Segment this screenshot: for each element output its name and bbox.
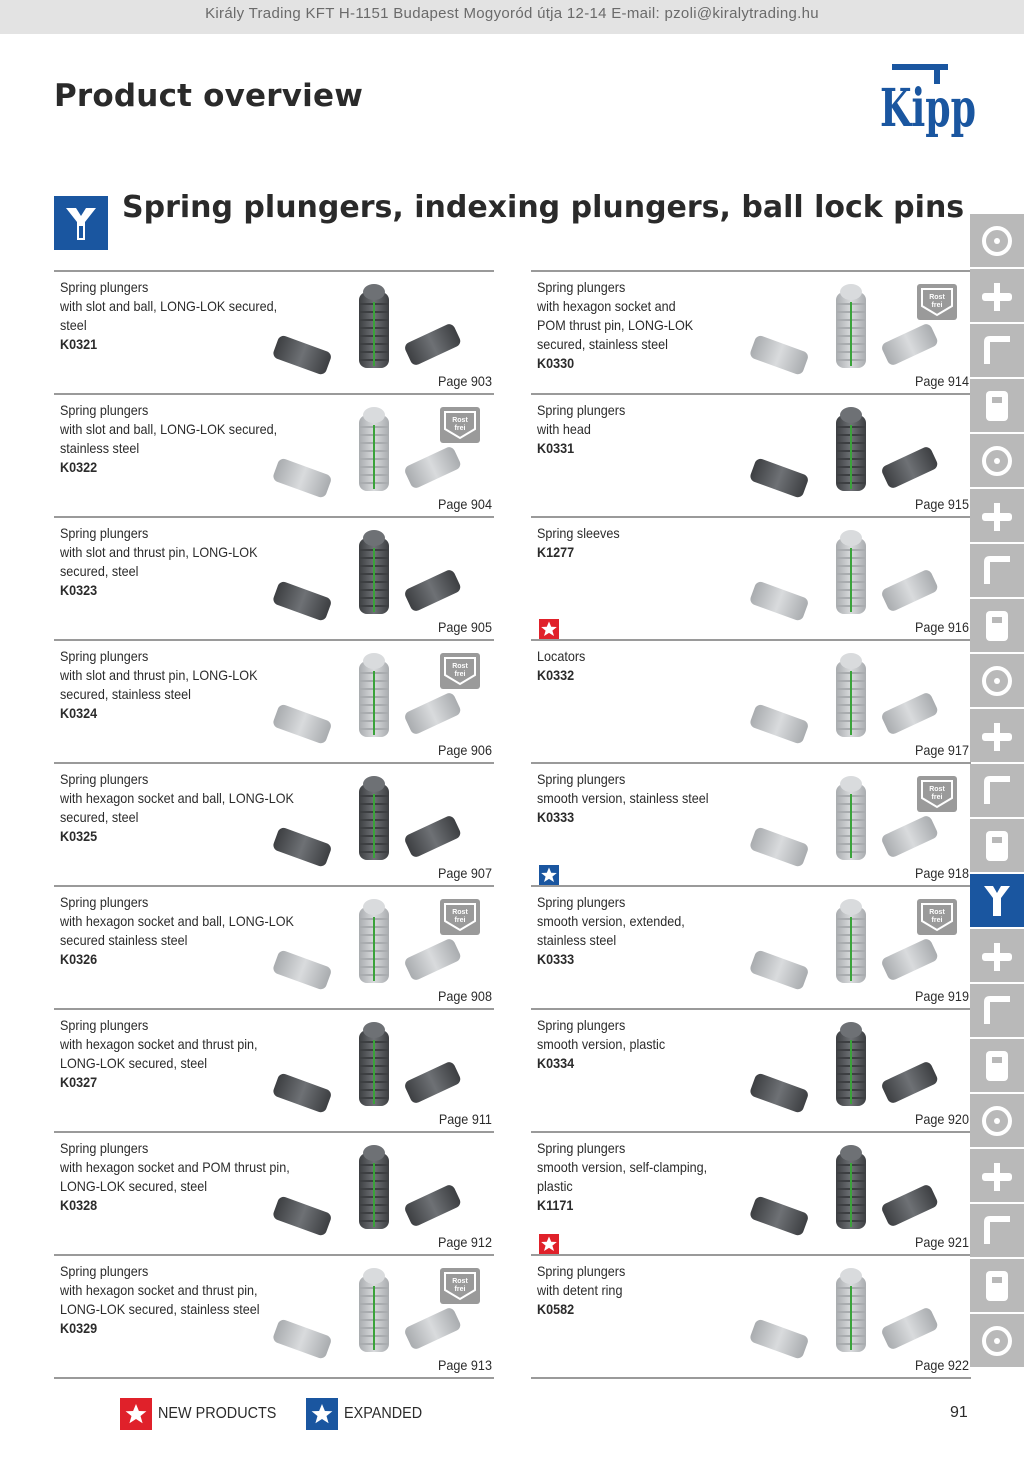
levelling-foot-icon (976, 550, 1018, 592)
product-image (254, 1018, 474, 1118)
page-title: Product overview (54, 78, 364, 114)
page-reference-link[interactable]: Page 916 (915, 619, 969, 635)
rostfrei-stainless-icon (440, 1268, 480, 1304)
product-description (60, 893, 294, 969)
product-card-k0330[interactable] (531, 270, 971, 393)
product-card-k0325[interactable] (54, 762, 494, 885)
sidebar-tab-indexing-icon[interactable] (970, 929, 1024, 982)
description-line: Spring plungers (60, 1140, 149, 1156)
eye-bolt-icon (976, 990, 1018, 1032)
new-products-label: NEW PRODUCTS (158, 1405, 277, 1422)
description-line: smooth version, stainless steel (537, 790, 709, 806)
description-line: secured, stainless steel (537, 336, 668, 352)
rostfrei-stainless-icon (917, 899, 957, 935)
product-image (254, 526, 474, 626)
sidebar-tab-toggle-clamp-icon[interactable] (970, 764, 1024, 817)
product-description (537, 647, 762, 685)
product-description (60, 401, 285, 477)
svg-text:frei: frei (454, 425, 466, 432)
sidebar-tab-conveyor-icon[interactable] (970, 1314, 1024, 1367)
star-grip-icon (976, 605, 1018, 647)
description-line: Spring plungers (537, 771, 626, 787)
page-reference-link[interactable]: Page 921 (915, 1234, 969, 1250)
product-image (731, 1018, 951, 1118)
product-description (537, 1262, 762, 1319)
product-card-k0333[interactable] (531, 762, 971, 885)
page-reference-link[interactable]: Page 903 (438, 373, 492, 389)
page-reference-link[interactable]: Page 915 (915, 496, 969, 512)
sidebar-tab-cam-icon[interactable] (970, 1039, 1024, 1092)
product-code: K0322 (60, 459, 98, 475)
page-reference-link[interactable]: Page 904 (438, 496, 492, 512)
description-line: with hexagon socket and thrust pin, (60, 1036, 258, 1052)
product-code: K0321 (60, 336, 98, 352)
svg-text:frei: frei (454, 671, 466, 678)
page-reference-link[interactable]: Page 913 (438, 1357, 492, 1373)
cam-icon (976, 1045, 1018, 1087)
svg-text:frei: frei (931, 917, 943, 924)
product-image (254, 280, 474, 380)
description-line: Spring plungers (60, 648, 149, 664)
product-code: K0328 (60, 1197, 98, 1213)
product-card-k0333[interactable] (531, 885, 971, 1008)
page-reference-link[interactable]: Page 908 (438, 988, 492, 1004)
product-description (537, 770, 762, 827)
sidebar-tab-handwheel-icon[interactable] (970, 269, 1024, 322)
new-product-star-icon (539, 619, 559, 639)
description-line: Spring plungers (60, 1017, 149, 1033)
product-description (60, 1262, 285, 1338)
product-card-k0334[interactable] (531, 1008, 971, 1131)
expanded-star-icon (539, 865, 559, 885)
handwheel-icon (976, 275, 1018, 317)
product-description (60, 524, 285, 600)
product-code: K1277 (537, 544, 575, 560)
product-column-right (531, 270, 971, 1379)
description-line: Spring plungers (537, 894, 626, 910)
description-line: with hexagon socket and POM thrust pin, (60, 1159, 290, 1175)
sidebar-tab-knob-icon[interactable] (970, 489, 1024, 542)
kipp-logo-text: Kipp (880, 78, 976, 139)
connector-icon (976, 660, 1018, 702)
product-card-k1171[interactable] (531, 1131, 971, 1254)
pin-icon (976, 1210, 1018, 1252)
product-description (60, 647, 285, 723)
svg-text:frei: frei (931, 302, 943, 309)
product-code: K0329 (60, 1320, 98, 1336)
description-line: smooth version, plastic (537, 1036, 666, 1052)
description-line: smooth version, self-clamping, (537, 1159, 708, 1175)
page-number: 91 (950, 1404, 968, 1421)
toggle-clamp-icon (976, 770, 1018, 812)
product-description (537, 278, 762, 373)
svg-text:Rost: Rost (929, 909, 945, 916)
product-image (731, 649, 951, 749)
product-code: K0333 (537, 809, 575, 825)
description-line: steel (60, 317, 87, 333)
product-description (537, 1016, 762, 1073)
description-line: secured, steel (60, 809, 139, 825)
product-image (731, 403, 951, 503)
product-card-k0329[interactable] (54, 1254, 494, 1379)
svg-text:Rost: Rost (452, 417, 468, 424)
centering-icon (976, 1265, 1018, 1307)
section-plunger-icon (54, 196, 108, 250)
rostfrei-stainless-icon (917, 284, 957, 320)
steering-wheel-icon (976, 385, 1018, 427)
product-card-k0327[interactable] (54, 1008, 494, 1131)
product-code: K1171 (537, 1197, 574, 1213)
conveyor-icon (976, 1320, 1018, 1362)
description-line: Locators (537, 648, 586, 664)
svg-text:frei: frei (454, 917, 466, 924)
handle-icon (976, 330, 1018, 372)
section-title: Spring plungers, indexing plungers, ball lock pins (122, 190, 965, 225)
description-line: with slot and thrust pin, LONG-LOK (60, 544, 258, 560)
description-line: Spring plungers (60, 894, 149, 910)
product-code: K0324 (60, 705, 98, 721)
product-card-k0331[interactable] (531, 393, 971, 516)
product-code: K0334 (537, 1055, 575, 1071)
magnet-icon (976, 1100, 1018, 1142)
product-image (731, 526, 951, 626)
description-line: plastic (537, 1178, 573, 1194)
description-line: with hexagon socket and ball, LONG-LOK (60, 913, 294, 929)
category-sidebar (970, 214, 1024, 1369)
sidebar-tab-eye-bolt-icon[interactable] (970, 984, 1024, 1037)
description-line: Spring plungers (60, 402, 149, 418)
sidebar-tab-mounting-icon[interactable] (970, 819, 1024, 872)
description-line: smooth version, extended, (537, 913, 685, 929)
page-reference-link[interactable]: Page 918 (915, 865, 969, 881)
page-reference-link[interactable]: Page 911 (438, 1111, 492, 1127)
product-card-k0324[interactable] (54, 639, 494, 762)
svg-text:Rost: Rost (452, 1278, 468, 1285)
svg-text:Rost: Rost (929, 294, 945, 301)
product-image (254, 772, 474, 872)
product-card-k0582[interactable] (531, 1254, 971, 1379)
page-reference-link[interactable]: Page 914 (915, 373, 969, 389)
product-description (537, 893, 762, 969)
product-code: K0333 (537, 951, 575, 967)
rostfrei-stainless-icon (440, 653, 480, 689)
product-description (60, 1016, 285, 1092)
product-code: K0330 (537, 355, 575, 371)
contact-text: Király Trading KFT H-1151 Budapest Mogyoród útja 12-14 E-mail: pzoli@kiralytrading.hu (205, 5, 819, 22)
description-line: secured, steel (60, 563, 139, 579)
product-description (537, 401, 762, 458)
page-reference-link[interactable]: Page 912 (438, 1234, 492, 1250)
clamping-lever-icon (976, 220, 1018, 262)
description-line: with slot and ball, LONG-LOK secured, (60, 298, 278, 314)
page-reference-link[interactable]: Page 920 (915, 1111, 969, 1127)
page-reference-link[interactable]: Page 922 (915, 1357, 969, 1373)
sidebar-tab-magnet-icon[interactable] (970, 1094, 1024, 1147)
description-line: LONG-LOK secured, stainless steel (60, 1301, 260, 1317)
description-line: stainless steel (60, 440, 140, 456)
product-description (537, 1139, 762, 1215)
product-column-left (54, 270, 494, 1379)
description-line: Spring plungers (60, 771, 149, 787)
sidebar-tab-handle-icon[interactable] (970, 324, 1024, 377)
product-code: K0582 (537, 1301, 575, 1317)
svg-text:frei: frei (454, 1286, 466, 1293)
crank-icon (976, 440, 1018, 482)
svg-text:Rost: Rost (929, 786, 945, 793)
sidebar-tab-connector-icon[interactable] (970, 654, 1024, 707)
expanded-star-icon (306, 1398, 338, 1430)
product-description (537, 524, 762, 562)
product-card-k0322[interactable] (54, 393, 494, 516)
description-line: with hexagon socket and thrust pin, (60, 1282, 258, 1298)
description-line: secured, stainless steel (60, 686, 191, 702)
indexing-icon (976, 935, 1018, 977)
product-code: K0327 (60, 1074, 98, 1090)
description-line: with head (537, 421, 591, 437)
description-line: Spring plungers (60, 1263, 149, 1279)
description-line: with detent ring (537, 1282, 623, 1298)
product-card-k0326[interactable] (54, 885, 494, 1008)
product-image (731, 1141, 951, 1241)
product-card-k0328[interactable] (54, 1131, 494, 1254)
description-line: LONG-LOK secured, steel (60, 1055, 208, 1071)
description-line: Spring plungers (60, 525, 149, 541)
description-line: with slot and thrust pin, LONG-LOK (60, 667, 258, 683)
page-reference-link[interactable]: Page 919 (915, 988, 969, 1004)
latch-icon (976, 715, 1018, 757)
sidebar-tab-pin-icon[interactable] (970, 1204, 1024, 1257)
contact-header-bar (0, 0, 1024, 34)
description-line: Spring plungers (537, 402, 626, 418)
plunger-icon (976, 880, 1018, 922)
description-line: with hexagon socket and ball, LONG-LOK (60, 790, 294, 806)
description-line: Spring plungers (537, 1140, 626, 1156)
description-line: Spring plungers (60, 279, 149, 295)
page-reference-link[interactable]: Page 905 (438, 619, 492, 635)
rostfrei-stainless-icon (440, 407, 480, 443)
sidebar-tab-plunger-icon[interactable] (970, 874, 1024, 927)
kipp-logo (878, 64, 978, 139)
svg-text:Rost: Rost (452, 663, 468, 670)
sidebar-tab-latch-icon[interactable] (970, 709, 1024, 762)
product-card-k0332[interactable] (531, 639, 971, 762)
description-line: Spring plungers (537, 279, 626, 295)
product-image (254, 1141, 474, 1241)
product-description (60, 278, 285, 354)
product-code: K0325 (60, 828, 98, 844)
description-line: Spring plungers (537, 1263, 626, 1279)
sidebar-tab-clamping-lever-icon[interactable] (970, 214, 1024, 267)
product-description (60, 1139, 290, 1215)
sidebar-tab-anti-vibration-icon[interactable] (970, 1149, 1024, 1202)
description-line: with hexagon socket and (537, 298, 676, 314)
product-card-k1277[interactable] (531, 516, 971, 639)
description-line: with slot and ball, LONG-LOK secured, (60, 421, 278, 437)
expanded-label: EXPANDED (343, 1405, 422, 1422)
legend (120, 1398, 446, 1430)
description-line: secured stainless steel (60, 932, 188, 948)
sidebar-tab-centering-icon[interactable] (970, 1259, 1024, 1312)
new-product-star-icon (539, 1234, 559, 1254)
sidebar-tab-crank-icon[interactable] (970, 434, 1024, 487)
description-line: LONG-LOK secured, steel (60, 1178, 208, 1194)
description-line: POM thrust pin, LONG-LOK (537, 317, 694, 333)
product-code: K0331 (537, 440, 575, 456)
product-image (731, 1264, 951, 1364)
rostfrei-stainless-icon (440, 899, 480, 935)
page-reference-link[interactable]: Page 907 (438, 865, 492, 881)
svg-text:Rost: Rost (452, 909, 468, 916)
description-line: stainless steel (537, 932, 617, 948)
new-products-star-icon (120, 1398, 152, 1430)
mounting-icon (976, 825, 1018, 867)
product-code: K0326 (60, 951, 98, 967)
knob-icon (976, 495, 1018, 537)
description-line: Spring sleeves (537, 525, 620, 541)
rostfrei-stainless-icon (917, 776, 957, 812)
product-card-k0323[interactable] (54, 516, 494, 639)
sidebar-tab-steering-wheel-icon[interactable] (970, 379, 1024, 432)
page-reference-link[interactable]: Page 917 (915, 742, 969, 758)
product-card-k0321[interactable] (54, 270, 494, 393)
product-code: K0332 (537, 667, 575, 683)
svg-text:frei: frei (931, 794, 943, 801)
product-description (60, 770, 294, 846)
description-line: Spring plungers (537, 1017, 626, 1033)
sidebar-tab-levelling-foot-icon[interactable] (970, 544, 1024, 597)
anti-vibration-icon (976, 1155, 1018, 1197)
page-reference-link[interactable]: Page 906 (438, 742, 492, 758)
product-code: K0323 (60, 582, 98, 598)
sidebar-tab-star-grip-icon[interactable] (970, 599, 1024, 652)
